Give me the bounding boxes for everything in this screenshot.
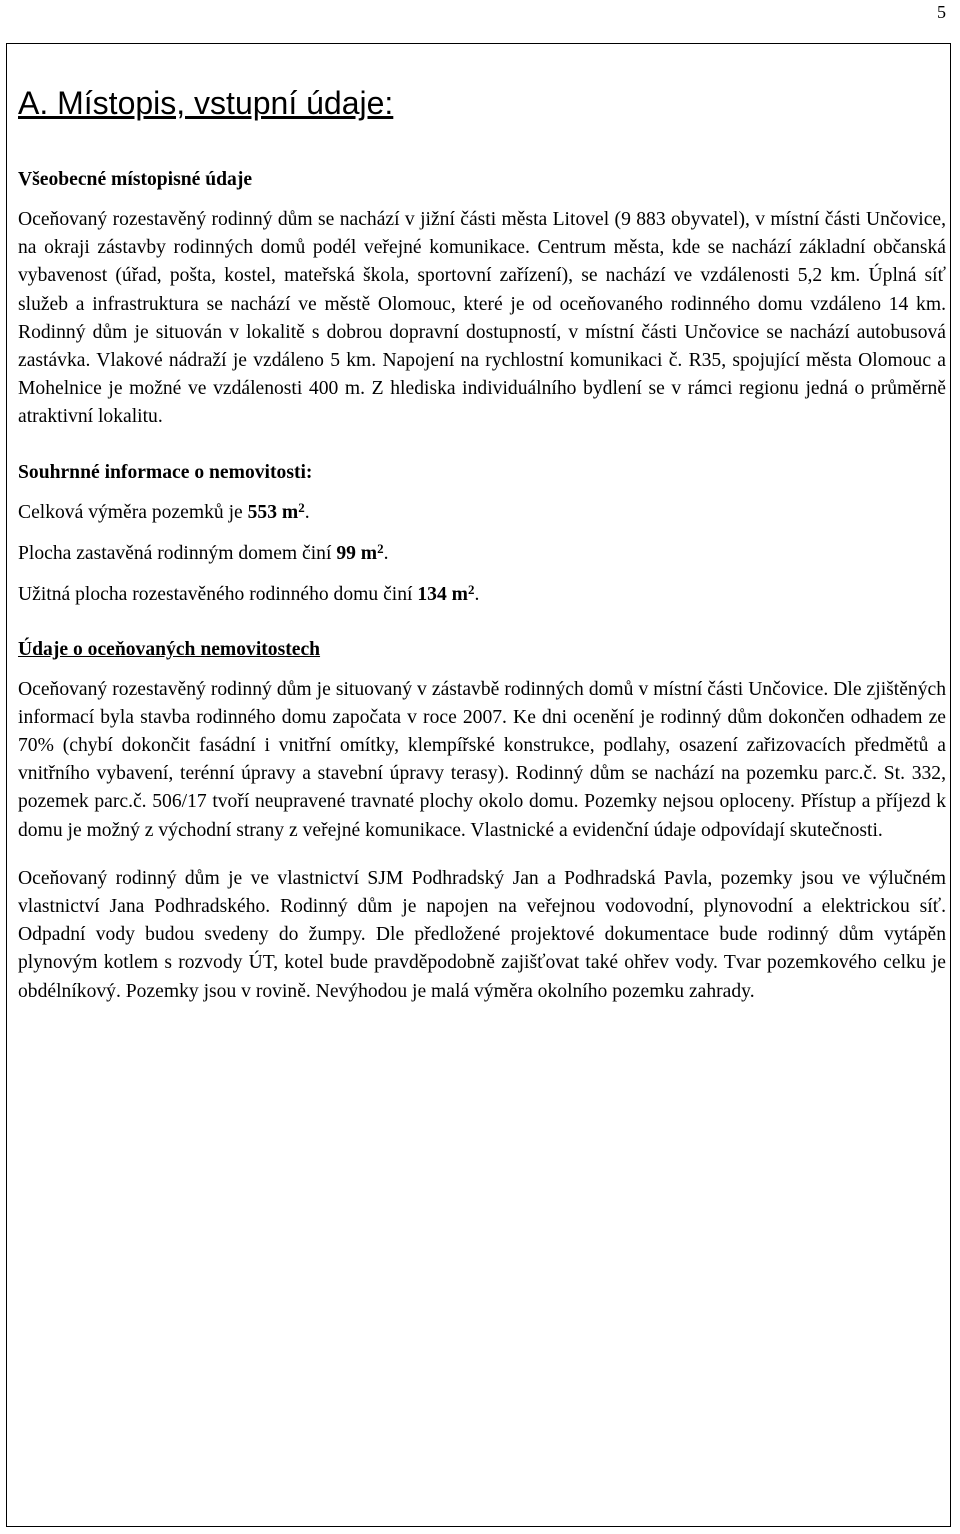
summary-value: 134 $m^2$ [417, 581, 475, 605]
property-paragraph-1: Oceňovaný rozestavěný rodinný dům je situovaný v zástavbě rodinných domů v místní části Unčovice. Dle zjištěných informací byla stavba rodinného domu započata v roce 2007. Ke dni ocenění je rodinný dům dokončen odhadem ze 70% (chybí dokončit fasádní i vnitřní omítky, klempířské konstrukce, podlahy, osazení zařizovacích předmětů a vnitřního vybavení, terénní úpravy a stavební úpravy terasy). Rodinný dům se nachází na pozemku parc.č. St. 332, pozemek parc.č. 506/17 tvoří neupravené travnaté plochy okolo domu. Pozemky nejsou oploceny. Přístup a příjezd k domu je možný z východní strany z veřejné komunikace. Vlastnické a evidenční údaje odpovídají skutečnosti. [18, 678, 946, 841]
summary-value: 99 $m^2$ [336, 540, 384, 564]
section-heading-property: Údaje o oceňovaných nemovitostech [18, 638, 321, 660]
general-info-paragraph: Oceňovaný rozestavěný rodinný dům se nachází v jižní části města Litovel (9 883 obyvatel), v místní části Unčovice, na okraji zástavby rodinných domů podél veřejné komunikace. Centrum města, kde se nachází základní občanská vybavenost (úřad, pošta, kostel, mateřská škola, sportovní zařízení), se nachází ve vzdálenosti 5,2 km. Úplná síť služeb a infrastruktura se nachází ve městě Olomouc, které je od oceňovaného rodinného domu vzdáleno 14 km. Rodinný dům je situován v lokalitě s dobrou dopravní dostupností, v místní části Unčovice se nachází autobusová zastávka. Vlakové nádraží je vzdáleno 5 km. Napojení na rychlostní komunikaci č. R35, spojující města Olomouc a Mohelnice je možné ve vzdálenosti 400 m. Z hlediska individuálního bydlení se v rámci regionu jedná o průměrně atraktivní lokalitu. [18, 209, 946, 428]
summary-line-land-area: Celková výměra pozemků je 553 $m^2$. [18, 499, 310, 523]
page-number: 5 [937, 2, 946, 22]
property-paragraph-2: Oceňovaný rodinný dům je ve vlastnictví SJM Podhradský Jan a Podhradská Pavla, pozemky jsou ve výlučném vlastnictví Jana Podhradského. Rodinný dům je napojen na veřejnou vodovodní, plynovodní a elektrickou síť. Odpadní vody budou svedeny do žumpy. Dle předložené projektové dokumentace bude rodinný dům vytápěn plynovým kotlem s rozvody ÚT, kotel bude pravděpodobně zajišťovat také ohřev vody. Tvar pozemkového celku je obdélníkový. Pozemky jsou v rovině. Nevýhodou je malá výměra okolního pozemku zahrady. [18, 867, 946, 1002]
section-heading-general: Všeobecné místopisné údaje [18, 169, 253, 190]
summary-line-usable-area: Užitná plocha rozestavěného rodinného domu činí 134 $m^2$. [18, 581, 480, 605]
section-heading-summary: Souhrnné informace o nemovitosti: [18, 461, 313, 483]
document-body [18, 84, 946, 1006]
summary-line-built-area: Plocha zastavěná rodinným domem činí 99 $m^2$. [18, 540, 389, 564]
document-title: A. Místopis, vstupní údaje: [18, 85, 394, 121]
summary-value: 553 $m^2$ [247, 499, 305, 523]
